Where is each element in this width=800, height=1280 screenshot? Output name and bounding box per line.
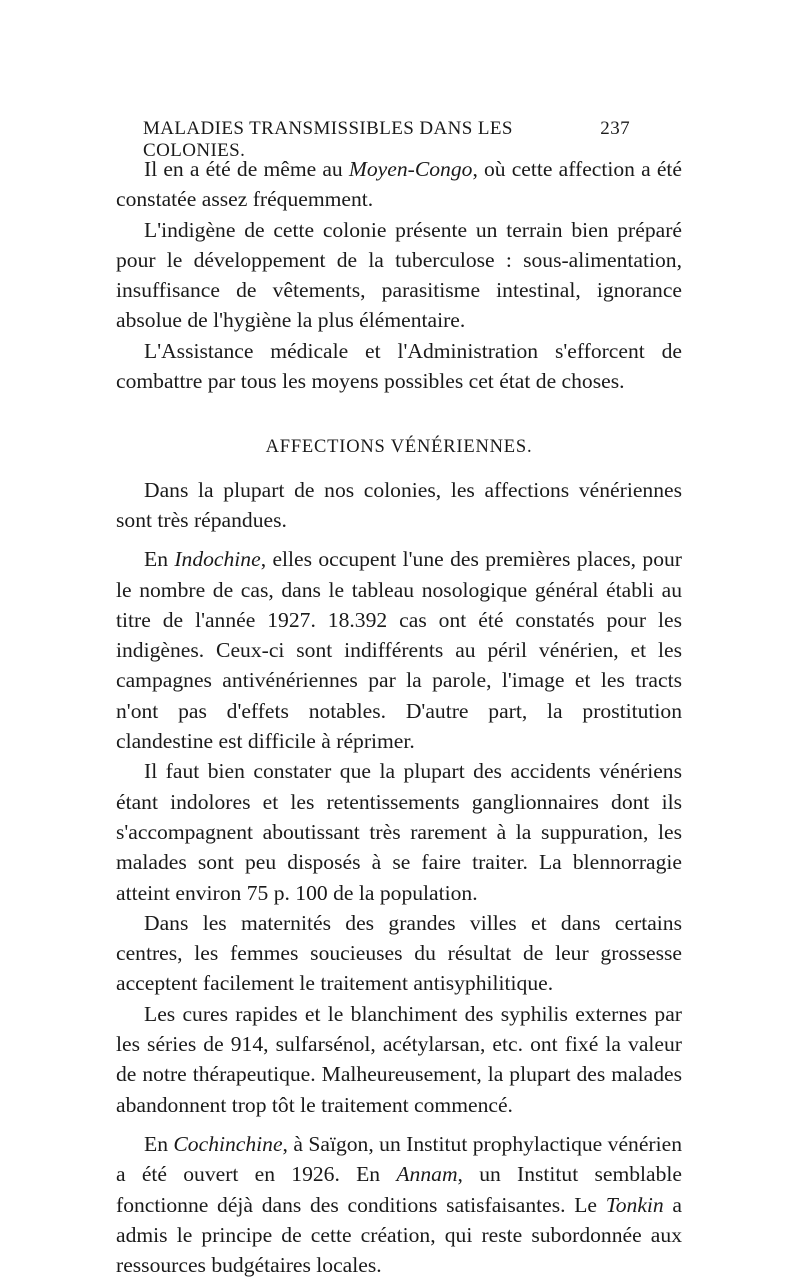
paragraph-5: En Indochine, elles occupent l'une des premières places, pour le nombre de cas, dans le tableau nosologique général établi au titre de l'année 1927. 18.392 cas ont été constatés pour les indigènes. Ceux-ci sont indifférents au péril vénérien, et les campagnes antivénériennes par la parole, l'image et les tracts n'ont pas d'effets notables. D'autre part, la prostitution clandestine est difficile à réprimer.	[116, 547, 682, 754]
paragraph-3: L'Assistance médicale et l'Administration s'efforcent de combattre par tous les moyens possibles cet état de choses.	[116, 338, 682, 394]
paragraph-8: Les cures rapides et le blanchiment des syphilis externes par les séries de 914, sulfarsénol, acétylarsan, etc. ont fixé la valeur de notre thérapeutique. Malheureusement, la plupart des malades abandonnent trop tôt le traitement commencé.	[116, 1001, 682, 1117]
paragraph-1: Il en a été de même au Moyen-Congo, où cette affection a été constatée assez fréquemment.	[116, 157, 683, 212]
place-name: Indochine	[174, 547, 261, 572]
paragraph-9: En Cochinchine, à Saïgon, un Institut prophylactique vénérien a été ouvert en 1926. En Annam, un Institut semblable fonctionne déjà dans des conditions satisfaisantes. Le Tonkin a admis le principe de cette création, qui reste subordonnée aux ressources budgétaires locales.	[116, 1131, 683, 1278]
paragraph-7: Dans les maternités des grandes villes et dans certains centres, les femmes soucieuses du résultat de leur grossesse acceptent facilement le traitement antisyphilitique.	[116, 910, 682, 996]
paragraph-6: Il faut bien constater que la plupart des accidents vénériens étant indolores et les retentissements ganglionnaires dont ils s'accompagnent aboutissant très rarement à la suppuration, les malades sont peu disposés à se faire traiter. La blennorragie atteint environ 75 p. 100 de la population.	[116, 759, 682, 905]
running-title: MALADIES TRANSMISSIBLES DANS LES COLONIES.	[143, 118, 513, 161]
paragraph-4: Dans la plupart de nos colonies, les affections vénériennes sont très répandues.	[116, 477, 682, 532]
section-heading: AFFECTIONS VÉNÉRIENNES.	[265, 437, 533, 458]
place-name: Cochinchine	[173, 1131, 283, 1156]
place-name: Annam	[396, 1162, 458, 1187]
body-text	[116, 154, 682, 1280]
place-name: Moyen-Congo	[348, 157, 473, 181]
page-number: 237	[600, 118, 630, 139]
place-name: Tonkin	[605, 1192, 664, 1217]
paragraph-2: L'indigène de cette colonie présente un terrain bien préparé pour le développement de la tuberculose : sous-alimentation, insuffisance de vêtements, parasitisme intestinal, ignorance absolue de l'hygiène la plus élémentaire.	[116, 217, 682, 333]
